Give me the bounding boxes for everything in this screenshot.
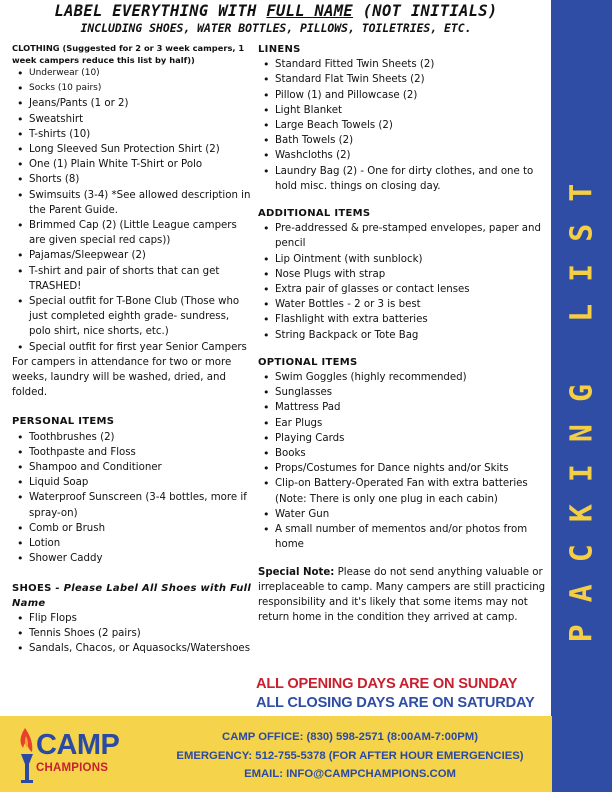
special-note-text: Please do not send anything valuable or irreplaceable to camp. Many campers are still practicing responsibility and it's likely that some items may not return home in the condition they arrived at camp. [258,566,546,624]
header-title-start: LABEL EVERYTHING WITH [54,2,267,20]
personal-items-heading: PERSONAL ITEMS [12,416,115,428]
shoes-heading-note: - Please Label All Shoes with Full Name [12,582,252,609]
right-column [258,42,548,625]
page-header [0,2,552,35]
list-item: • Playing Cards [275,431,548,446]
header-title [0,2,552,21]
header-title-end: (NOT INITIALS) [353,2,498,20]
office-phone: CAMP OFFICE: (830) 598-2571 (8:00AM-7:00PM) [222,731,478,743]
sidebar-title-text: PACKING LIST [564,161,599,643]
list-item: • Shower Caddy [29,551,252,566]
additional-items-heading: ADDITIONAL ITEMS [258,208,371,220]
list-item: • Large Beach Towels (2) [275,118,548,133]
list-item: • Shampoo and Conditioner [29,460,252,475]
shoes-heading-label: SHOES [12,582,52,594]
list-item: • Light Blanket [275,103,548,118]
left-column [12,42,252,657]
shoes-list [12,611,252,657]
header-title-underlined: FULL NAME [266,2,354,20]
list-item: • T-shirt and pair of shorts that can get TRASHED! [29,264,252,294]
list-item: • Special outfit for first year Senior Campers [29,340,252,355]
optional-items-list [258,370,548,552]
optional-items-heading: OPTIONAL ITEMS [258,356,358,368]
shoes-heading [12,581,252,611]
list-item: • Flashlight with extra batteries [275,312,548,327]
list-item: • One (1) Plain White T-Shirt or Polo [29,157,252,172]
opening-days-notice: ALL OPENING DAYS ARE ON SUNDAY [256,676,518,692]
list-item: • T-shirts (10) [29,127,252,142]
additional-items-list [258,221,548,343]
list-item: • Pajamas/Sleepwear (2) [29,248,252,263]
list-item: • Swim Goggles (highly recommended) [275,370,548,385]
list-item: • Books [275,446,548,461]
list-item: • Standard Flat Twin Sheets (2) [275,72,548,87]
special-note [258,565,548,626]
list-item: • Extra pair of glasses or contact lenses [275,282,548,297]
list-item: • Water Gun [275,507,548,522]
list-item: • Sweatshirt [29,112,252,127]
laundry-note: For campers in attendance for two or more weeks, laundry will be washed, dried, and folded. [12,356,232,399]
logo-camp-text: CAMP [36,729,120,761]
list-item: • Socks (10 pairs) [29,81,252,96]
list-item: • Bath Towels (2) [275,133,548,148]
list-item: • Toothpaste and Floss [29,445,252,460]
emergency-phone: EMERGENCY: 512-755-5378 (FOR AFTER HOUR EMERGENCIES) [176,749,524,762]
list-item: • Nose Plugs with strap [275,267,548,282]
list-item: • Jeans/Pants (1 or 2) [29,96,252,111]
list-item: • Brimmed Cap (2) (Little League campers are given special red caps)) [29,218,252,248]
list-item: • Comb or Brush [29,521,252,536]
list-item: • Waterproof Sunscreen (3-4 bottles, more if spray-on) [29,490,252,520]
list-item: • Props/Costumes for Dance nights and/or Skits [275,461,548,476]
list-item: • Shorts (8) [29,172,252,187]
list-item: • Liquid Soap [29,475,252,490]
list-item: • Tennis Shoes (2 pairs) [29,626,252,641]
logo-champions-text: CHAMPIONS [36,762,109,774]
list-item: • Sunglasses [275,385,548,400]
list-item: • Sandals, Chacos, or Aquasocks/Watershoes [29,641,252,656]
list-item: • Long Sleeved Sun Protection Shirt (2) [29,142,252,157]
list-item: • Mattress Pad [275,400,548,415]
list-item: • Special outfit for T-Bone Club (Those who just completed eighth grade- sundress, polo shirt, nice shorts, etc.) [29,294,252,340]
list-item: • Swimsuits (3-4) *See allowed description in the Parent Guide. [29,188,252,218]
header-subtitle: INCLUDING SHOES, WATER BOTTLES, PILLOWS, TOILETRIES, ETC. [80,21,472,35]
list-item: • Water Bottles - 2 or 3 is best [275,297,548,312]
special-note-label: Special Note: [258,566,335,578]
contact-info [148,728,552,784]
closing-days-notice: ALL CLOSING DAYS ARE ON SATURDAY [256,695,535,711]
list-item: • Laundry Bag (2) - One for dirty clothes, and one to hold misc. things on closing day. [275,164,548,194]
linens-list [258,57,548,194]
list-item: • Toothbrushes (2) [29,430,252,445]
list-item: • Standard Fitted Twin Sheets (2) [275,57,548,72]
clothing-heading: CLOTHING (Suggested for 2 or 3 week campers, 1 week campers reduce this list by half)) [12,43,245,65]
list-item: • Pre-addressed & pre-stamped envelopes, paper and pencil [275,221,548,251]
list-item: • Lotion [29,536,252,551]
list-item: • Pillow (1) and Pillowcase (2) [275,88,548,103]
list-item: • Clip-on Battery-Operated Fan with extra batteries (Note: There is only one plug in each cabin) [275,476,548,506]
list-item: • A small number of mementos and/or photos from home [275,522,548,552]
list-item: • Flip Flops [29,611,252,626]
linens-heading: LINENS [258,44,301,55]
list-item: • Lip Ointment (with sunblock) [275,252,548,267]
list-item: • Washcloths (2) [275,148,548,163]
clothing-list [12,66,252,355]
list-item: • Underwear (10) [29,66,252,81]
sidebar-title [551,161,612,643]
list-item: • Ear Plugs [275,416,548,431]
contact-email: EMAIL: INFO@CAMPCHAMPIONS.COM [244,768,456,780]
personal-items-list [12,430,252,567]
list-item: • String Backpack or Tote Bag [275,328,548,343]
